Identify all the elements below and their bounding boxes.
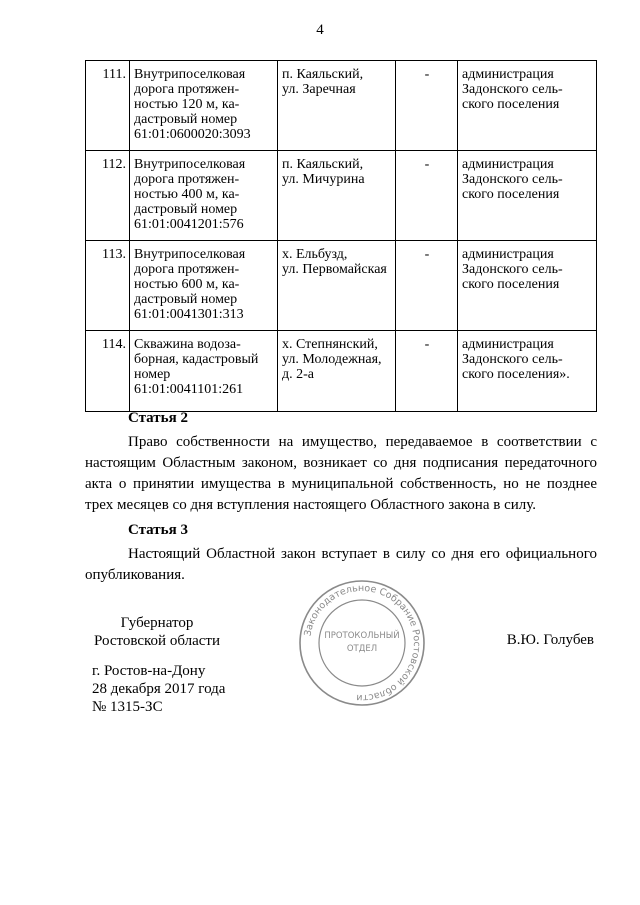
property-owner [458, 331, 597, 412]
signer-name: В.Ю. Голубев [506, 632, 594, 648]
page-number: 4 [316, 22, 324, 38]
property-owner [458, 61, 597, 151]
property-name-line: дастровый номер [134, 292, 238, 307]
property-location-line: д. 2-а [282, 367, 314, 382]
property-location-line: ул. Мичурина [282, 172, 365, 187]
property-owner-line: администрация [462, 157, 554, 172]
governor-title [92, 614, 222, 650]
property-name-line: дастровый номер [134, 112, 238, 127]
property-location-line: ул. Первомайская [282, 262, 387, 277]
property-owner-line: ского поселения [462, 277, 560, 292]
article-2-line: настоящим Областным законом, возникает со дня подписания передаточного [85, 455, 597, 471]
property-mark: - [396, 241, 458, 331]
property-location-line: ул. Заречная [282, 82, 356, 97]
property-owner-line: администрация [462, 337, 554, 352]
property-owner-line: ского поселения [462, 97, 560, 112]
table-row [86, 241, 597, 331]
property-owner-line: ского поселения». [462, 367, 570, 382]
table-row [86, 331, 597, 412]
property-name-line: борная, кадастровый [134, 352, 259, 367]
property-name-line: ностью 400 м, ка- [134, 187, 240, 202]
property-name [130, 331, 278, 412]
property-mark: - [396, 61, 458, 151]
property-name-line: Скважина водоза- [134, 337, 241, 352]
property-mark: - [396, 331, 458, 412]
official-stamp [297, 578, 427, 708]
property-owner-line: Задонского сель- [462, 352, 563, 367]
property-name-line: Внутрипоселковая [134, 247, 246, 262]
table-row [86, 151, 597, 241]
property-name-line: 61:01:0041101:261 [134, 382, 244, 397]
city: г. Ростов-на-Дону [92, 663, 206, 679]
property-name [130, 151, 278, 241]
row-number: 113. [86, 241, 130, 331]
property-location-line: х. Степнянский, [282, 337, 378, 352]
property-location [278, 331, 396, 412]
property-location-line: ул. Молодежная, [282, 352, 382, 367]
row-number: 112. [86, 151, 130, 241]
property-name-line: дорога протяжен- [134, 82, 240, 97]
property-owner-line: Задонского сель- [462, 262, 563, 277]
article-3-line: опубликования. [85, 567, 185, 583]
property-mark: - [396, 151, 458, 241]
article-3-line: Настоящий Областной закон вступает в силу со дня его официального [128, 546, 597, 562]
article-3-title: Статья 3 [128, 522, 188, 538]
property-owner [458, 151, 597, 241]
document-footer [92, 662, 225, 716]
property-owner-line: Задонского сель- [462, 172, 563, 187]
article-2-line: трех месяцев со дня вступления настоящего Областного закона в силу. [85, 497, 536, 513]
property-location [278, 151, 396, 241]
property-owner [458, 241, 597, 331]
property-name-line: 61:01:0041301:313 [134, 307, 244, 322]
property-owner-line: администрация [462, 67, 554, 82]
property-location-line: х. Ельбузд, [282, 247, 348, 262]
property-location-line: п. Каяльский, [282, 67, 364, 82]
governor-title-line: Ростовской области [94, 633, 220, 649]
property-name-line: дорога протяжен- [134, 172, 240, 187]
article-2-line: акта о принятии имущества в муниципальной собственность, но не позднее [85, 476, 597, 492]
article-2-line: Право собственности на имущество, передаваемое в соответствии с [128, 434, 597, 450]
property-owner-line: администрация [462, 247, 554, 262]
table-row [86, 61, 597, 151]
article-2-title: Статья 2 [128, 410, 188, 426]
property-location [278, 61, 396, 151]
property-name-line: ностью 600 м, ка- [134, 277, 240, 292]
property-name-line: ностью 120 м, ка- [134, 97, 240, 112]
property-location-line: п. Каяльский, [282, 157, 364, 172]
property-name-line: дорога протяжен- [134, 262, 240, 277]
stamp-inner-ring [319, 600, 405, 686]
stamp-inner-text: ОТДЕЛ [346, 644, 378, 654]
property-owner-line: ского поселения [462, 187, 560, 202]
row-number: 111. [86, 61, 130, 151]
property-name-line: 61:01:0600020:3093 [134, 127, 251, 142]
property-owner-line: Задонского сель- [462, 82, 563, 97]
stamp-inner-text: ПРОТОКОЛЬНЫЙ [324, 631, 400, 641]
law-number: № 1315-ЗС [92, 699, 163, 715]
date: 28 декабря 2017 года [92, 681, 226, 697]
property-name-line: Внутрипоселковая [134, 67, 246, 82]
stamp-outer-text: Законодательное Собрание Ростовской области [302, 582, 423, 704]
property-location [278, 241, 396, 331]
property-name [130, 61, 278, 151]
property-name-line: Внутрипоселковая [134, 157, 246, 172]
article-2-text [85, 432, 597, 516]
property-name-line: дастровый номер [134, 202, 238, 217]
property-name [130, 241, 278, 331]
property-name-line: номер [134, 367, 171, 382]
property-name-line: 61:01:0041201:576 [134, 217, 244, 232]
property-table [85, 60, 597, 412]
row-number: 114. [86, 331, 130, 412]
governor-title-line: Губернатор [120, 615, 194, 631]
